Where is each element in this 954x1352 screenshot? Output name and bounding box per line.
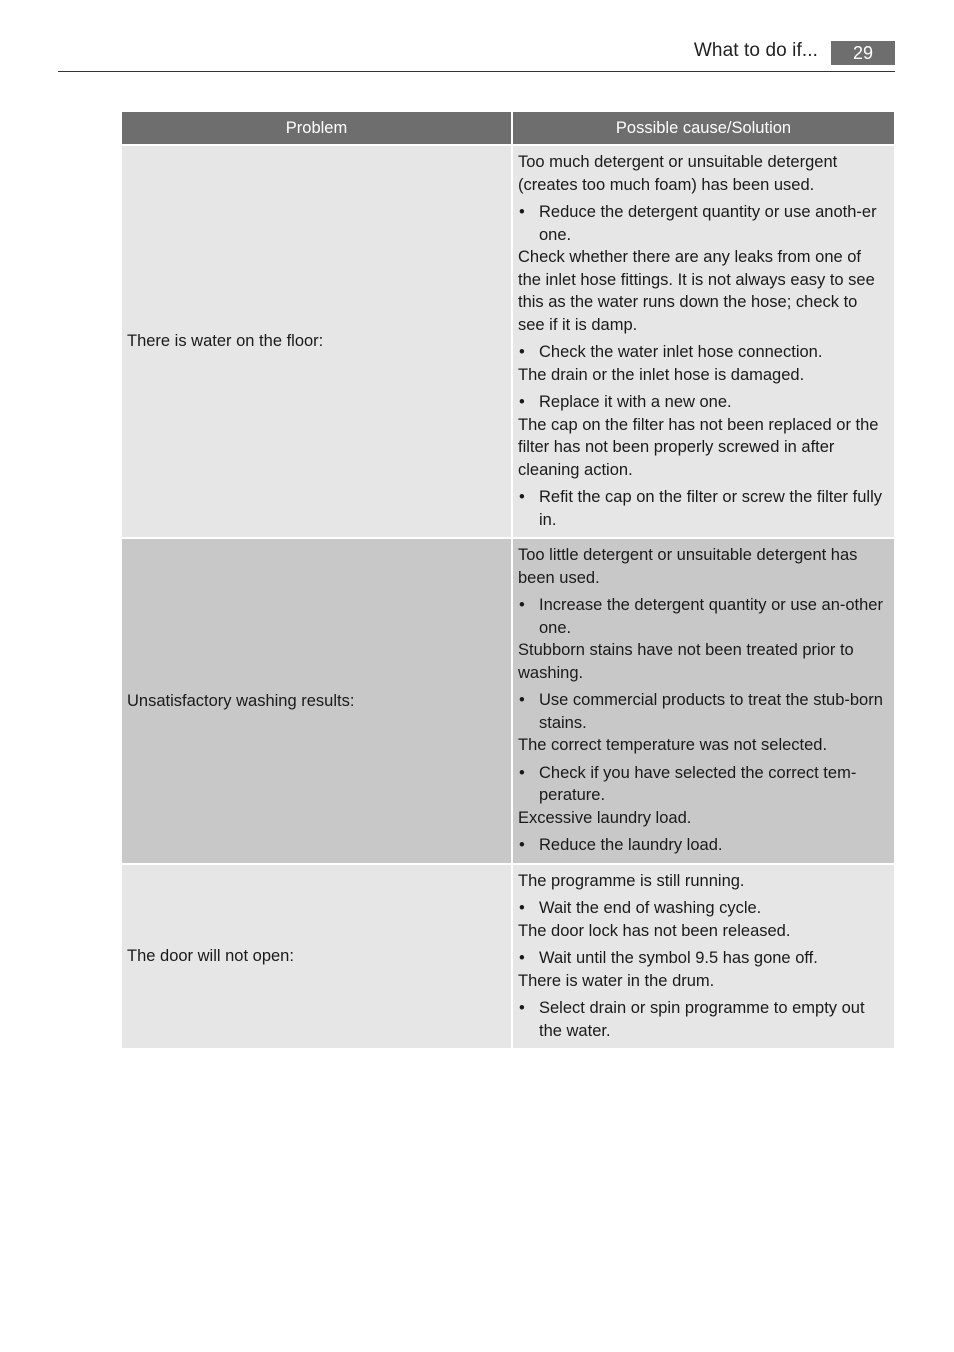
- table-header-row: [122, 112, 894, 144]
- bullet-icon: •: [519, 999, 525, 1017]
- cause-text: The drain or the inlet hose is damaged.: [518, 365, 805, 384]
- solution-item: [518, 689, 886, 734]
- solution-text: Check the water inlet hose connection.: [539, 343, 823, 361]
- cause-text: Check whether there are any leaks from one of the inlet hose fittings. It is not always easy to see this as the water runs down the hose; check to see if it is damp.: [518, 248, 875, 334]
- solution-text: Select drain or spin programme to empty out the water.: [539, 999, 865, 1040]
- cause-text: The cap on the filter has not been replaced or the filter has not been properly screwed in after cleaning action.: [518, 415, 879, 479]
- header-divider: [58, 71, 895, 72]
- page-header: [58, 38, 895, 72]
- problem-cell: The door will not open:: [122, 865, 511, 1049]
- solution-item: [518, 997, 886, 1042]
- bullet-icon: •: [519, 393, 525, 411]
- column-header-problem: Problem: [122, 112, 511, 144]
- solution-item: [518, 201, 886, 246]
- solution-text: Replace it with a new one.: [539, 393, 732, 411]
- cause-text: Too little detergent or unsuitable detergent has been used.: [518, 546, 858, 587]
- solution-cell: [513, 146, 894, 537]
- bullet-icon: •: [519, 899, 525, 917]
- bullet-icon: •: [519, 949, 525, 967]
- cause-text: Too much detergent or unsuitable detergent (creates too much foam) has been used.: [518, 153, 838, 194]
- table-row: [122, 146, 894, 537]
- solution-text: Wait until the symbol 9.5 has gone off.: [539, 949, 818, 967]
- solution-cell: [513, 865, 894, 1049]
- cause-text: Excessive laundry load.: [518, 808, 692, 827]
- solution-text: Wait the end of washing cycle.: [539, 899, 762, 917]
- solution-text: Increase the detergent quantity or use an-other one.: [539, 596, 883, 637]
- solution-item: [518, 834, 886, 857]
- bullet-icon: •: [519, 691, 525, 709]
- problem-cell: Unsatisfactory washing results:: [122, 539, 511, 863]
- section-title: What to do if...: [693, 40, 818, 61]
- solution-text: Reduce the detergent quantity or use anoth-er one.: [539, 203, 877, 244]
- solution-item: [518, 762, 886, 807]
- solution-text: Check if you have selected the correct tem-perature.: [539, 763, 857, 804]
- solution-item: [518, 897, 886, 920]
- solution-text: Refit the cap on the filter or screw the filter fully in.: [539, 488, 882, 529]
- solution-text: Reduce the laundry load.: [539, 836, 723, 854]
- table-row: [122, 539, 894, 863]
- cause-text: The programme is still running.: [518, 871, 745, 890]
- bullet-icon: •: [519, 596, 525, 614]
- problem-cell: There is water on the floor:: [122, 146, 511, 537]
- troubleshooting-table: [120, 110, 896, 1050]
- bullet-icon: •: [519, 343, 525, 361]
- solution-item: [518, 594, 886, 639]
- bullet-icon: •: [519, 203, 525, 221]
- cause-text: Stubborn stains have not been treated prior to washing.: [518, 641, 854, 682]
- solution-cell: [513, 539, 894, 863]
- cause-text: The door lock has not been released.: [518, 921, 791, 940]
- table-row: [122, 865, 894, 1049]
- bullet-icon: •: [519, 488, 525, 506]
- cause-text: There is water in the drum.: [518, 971, 715, 990]
- solution-item: [518, 947, 886, 970]
- solution-item: [518, 341, 886, 364]
- column-header-solution: Possible cause/Solution: [513, 112, 894, 144]
- cause-text: The correct temperature was not selected.: [518, 736, 828, 754]
- solution-text: Use commercial products to treat the stub-born stains.: [539, 691, 883, 732]
- bullet-icon: •: [519, 836, 525, 854]
- solution-item: [518, 391, 886, 414]
- page-number: 29: [831, 41, 895, 65]
- bullet-icon: •: [519, 763, 525, 782]
- solution-item: [518, 486, 886, 531]
